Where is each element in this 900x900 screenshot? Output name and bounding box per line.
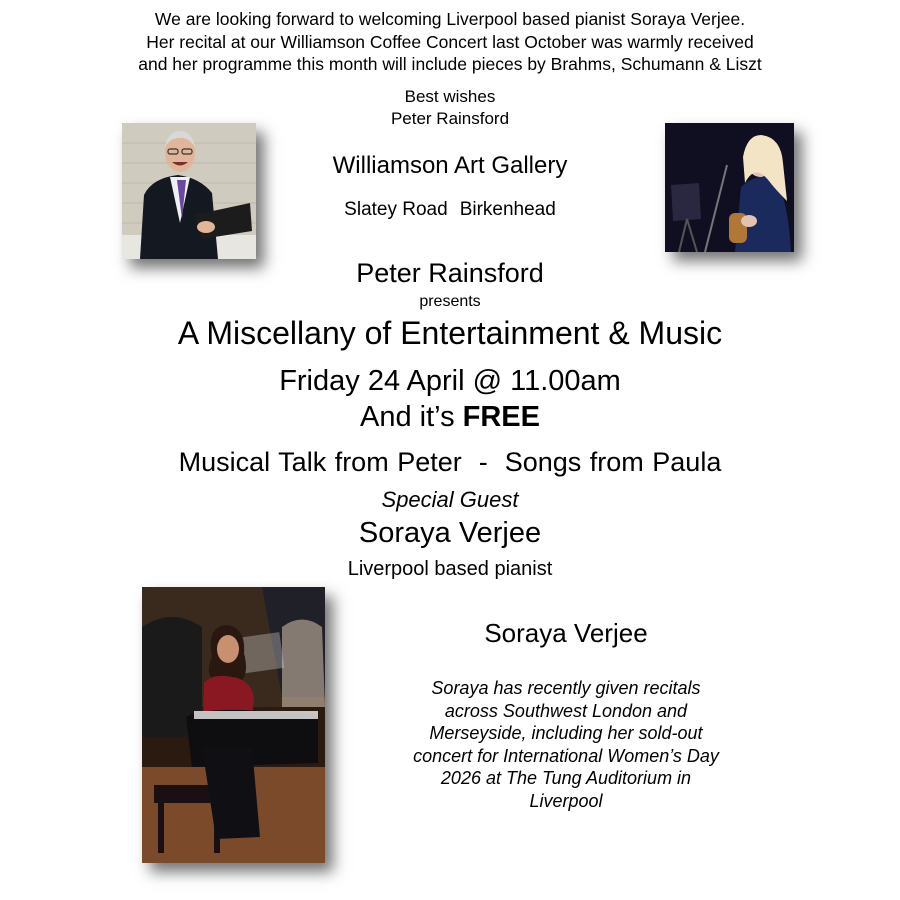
programme-text: Musical Talk from Peter - Songs from Paula (178, 447, 722, 477)
bio-paragraph (382, 677, 750, 812)
special-guest-label: Special Guest (381, 487, 519, 512)
bio-line: concert for International Women’s Day (413, 745, 719, 766)
event-programme (0, 447, 900, 478)
intro-line: We are looking forward to welcoming Liverpool based pianist Soraya Verjee. (154, 9, 746, 29)
host-name: Peter Rainsford (356, 258, 544, 288)
paula-singer-photo (665, 123, 794, 252)
peter-rainsford-photo (122, 123, 256, 259)
signoff-greeting: Best wishes (404, 87, 496, 106)
bio-line: across Southwest London and (444, 700, 688, 721)
guest-description: Liverpool based pianist (347, 558, 553, 580)
bio-line: Liverpool (529, 790, 603, 811)
event-title: A Miscellany of Entertainment & Music (177, 315, 723, 351)
bio-line: Merseyside, including her sold-out (429, 723, 703, 743)
free-badge: FREE (462, 401, 540, 433)
intro-paragraph (0, 8, 900, 76)
admission-prefix: And it’s (360, 401, 463, 433)
guest-name: Soraya Verjee (358, 517, 542, 549)
venue-address (0, 199, 900, 221)
bio-line: Soraya has recently given recitals (431, 678, 701, 698)
signoff-name: Peter Rainsford (390, 109, 510, 128)
venue-name: Williamson Art Gallery (332, 152, 568, 179)
venue-street: Slatey Road (344, 199, 448, 220)
event-date: Friday 24 April @ 11.00am (279, 365, 621, 397)
intro-line: and her programme this month will include pieces by Brahms, Schumann & Liszt (138, 54, 762, 74)
bio-heading: Soraya Verjee (484, 618, 648, 648)
intro-line: Her recital at our Williamson Coffee Concert last October was warmly received (146, 31, 754, 52)
venue-town: Birkenhead (459, 199, 556, 220)
soraya-verjee-photo (142, 587, 325, 863)
bio-line: 2026 at The Tung Auditorium in (440, 768, 692, 788)
presents-label: presents (419, 293, 481, 310)
event-admission (0, 401, 900, 434)
